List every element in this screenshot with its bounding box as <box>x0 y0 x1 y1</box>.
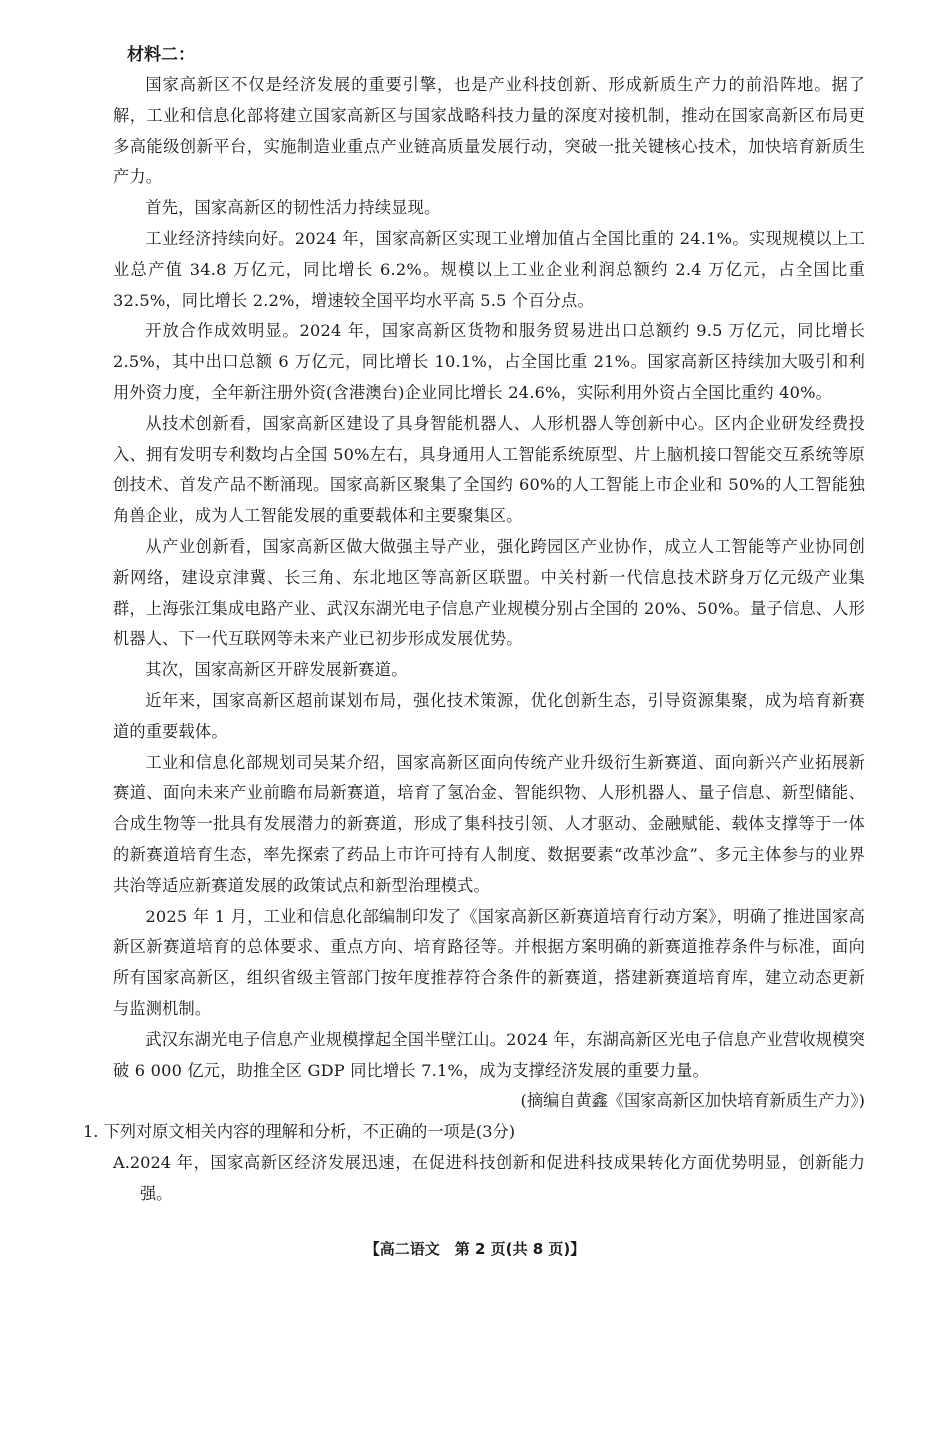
paragraph-10: 2025 年 1 月，工业和信息化部编制印发了《国家高新区新赛道培育行动方案》，明确了推进国家高新区新赛道培育的总体要求、重点方向、培育路径等。并根据方案明确的新赛道推荐条件与标准，面向所有国家高新区，组织省级主管部门按年度推荐符合条件的新赛道，搭建新赛道培育库，建立动态更新与监测机制。 <box>113 906 865 1018</box>
paragraph-6: 从产业创新看，国家高新区做大做强主导产业，强化跨园区产业协作，成立人工智能等产业协同创新网络，建设京津冀、长三角、东北地区等高新区联盟。中关村新一代信息技术跻身万亿元级产业集群，上海张江集成电路产业、武汉东湖光电子信息产业规模分别占全国的 20%、50%。量子信息、人形机器人、下一代互联网等未来产业已初步形成发展优势。 <box>113 536 865 649</box>
paragraph-9: 工业和信息化部规划司吴某介绍，国家高新区面向传统产业升级衍生新赛道、面向新兴产业拓展新赛道、面向未来产业前瞻布局新赛道，培育了氢冶金、智能织物、人形机器人、量子信息、新型储能、合成生物等一批具有发展潜力的新赛道，形成了集科技引领、人才驱动、金融赋能、载体支撑等于一体的新赛道培育生态，率先探索了药品上市许可持有人制度、数据要素“改革沙盒”、多元主体参与的业界共治等适应新赛道发展的政策试点和新型治理模式。 <box>113 752 865 895</box>
question-option-a <box>113 1148 865 1210</box>
paragraph-11: 武汉东湖光电子信息产业规模撑起全国半壁江山。2024 年，东湖高新区光电子信息产业营收规模突破 6 000 亿元，助推全区 GDP 同比增长 7.1%，成为支撑经济发展的重要力量。 <box>113 1029 865 1080</box>
source-citation: (摘编自黄鑫《国家高新区加快培育新质生产力》) <box>520 1091 865 1111</box>
paragraph-3: 工业经济持续向好。2024 年，国家高新区实现工业增加值占全国比重的 24.1%。实现规模以上工业总产值 34.8 万亿元，同比增长 6.2%。规模以上工业企业利润总额约 2.4 万亿元，占全国比重 32.5%，同比增长 2.2%，增速较全国平均水平高 5.5 个百分点。 <box>113 228 865 310</box>
option-a-text: 2024 年，国家高新区经济发展迅速，在促进科技创新和促进科技成果转化方面优势明显，创新能力强。 <box>129 1152 865 1203</box>
section-title: 材料二： <box>127 45 195 65</box>
question-stem: 1. 下列对原文相关内容的理解和分析，不正确的一项是(3分) <box>83 1122 516 1142</box>
paragraph-4: 开放合作成效明显。2024 年，国家高新区货物和服务贸易进出口总额约 9.5 万亿元，同比增长 2.5%，其中出口总额 6 万亿元，同比增长 10.1%，占全国比重 21%。国家高新区持续加大吸引和利用外资力度，全年新注册外资(含港澳台)企业同比增长 24.6%，实际利用外资占全国比重约 40%。 <box>113 321 865 402</box>
paragraph-7: 其次，国家高新区开辟发展新赛道。 <box>145 660 408 680</box>
page-content <box>83 40 865 1209</box>
paragraph-2: 首先，国家高新区的韧性活力持续显现。 <box>145 198 441 218</box>
paragraph-8: 近年来，国家高新区超前谋划布局，强化技术策源，优化创新生态，引导资源集聚，成为培育新赛道的重要载体。 <box>113 690 865 741</box>
option-a-letter: A. <box>113 1152 130 1172</box>
paragraph-5: 从技术创新看，国家高新区建设了具身智能机器人、人形机器人等创新中心。区内企业研发经费投入、拥有发明专利数均占全国 50%左右，具身通用人工智能系统原型、片上脑机接口智能交互系统等原创技术、首发产品不断涌现。国家高新区聚集了全国约 60%的人工智能上市企业和 50%的人工智能独角兽企业，成为人工智能发展的重要载体和主要聚集区。 <box>113 413 865 526</box>
paragraph-1: 国家高新区不仅是经济发展的重要引擎，也是产业科技创新、形成新质生产力的前沿阵地。据了解，工业和信息化部将建立国家高新区与国家战略科技力量的深度对接机制，推动在国家高新区布局更多高能级创新平台，实施制造业重点产业链高质量发展行动，突破一批关键核心技术，加快培育新质生产力。 <box>113 75 865 187</box>
page-footer: 【高二语文 第 2 页(共 8 页)】 <box>364 1240 586 1258</box>
